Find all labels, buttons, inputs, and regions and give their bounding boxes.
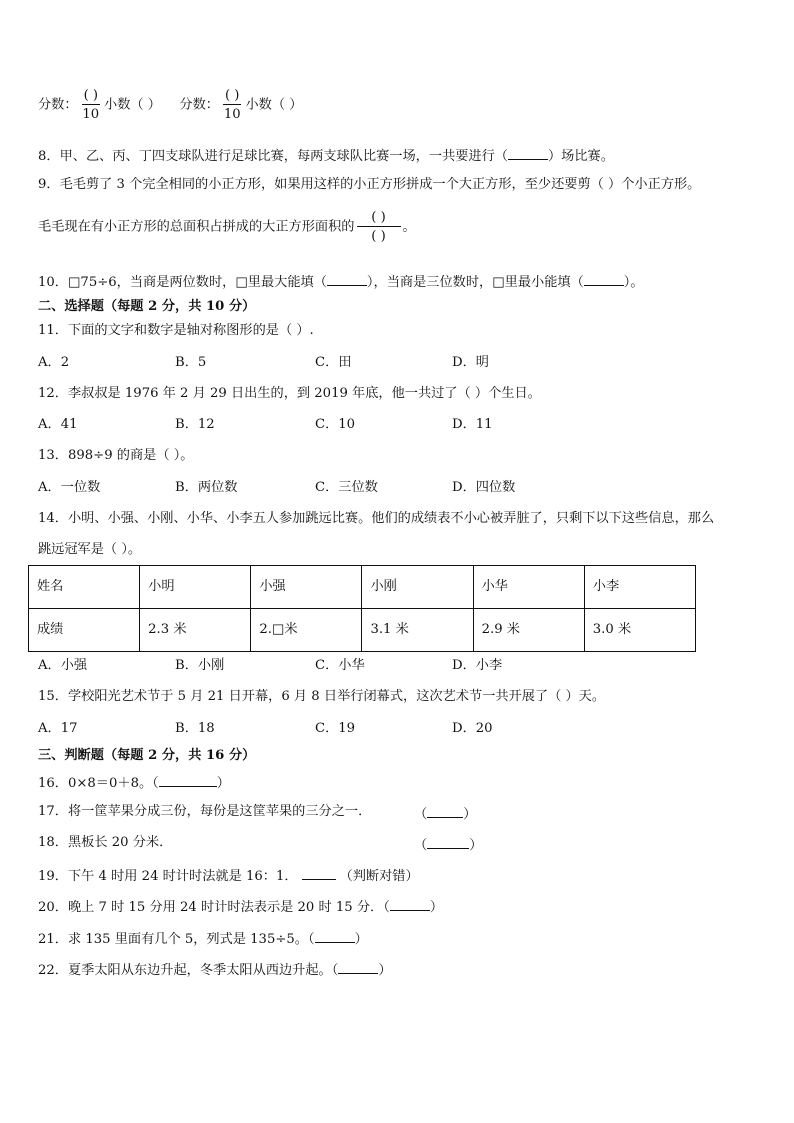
q15-option-d[interactable]: D．20 — [452, 721, 493, 736]
q9-answer-fraction[interactable] — [357, 211, 401, 243]
q10-line — [38, 273, 644, 289]
q14-option-a[interactable]: A．小强 — [38, 658, 88, 673]
q9-fraction-denominator: ( ) — [371, 229, 386, 245]
q7-fraction-label-2: 分数： — [179, 97, 219, 113]
q8-line — [38, 147, 614, 163]
q20-line — [38, 898, 443, 914]
q13-stem: 13．898÷9 的商是（ ）。 — [38, 448, 194, 463]
q10-part-2: ），当商是三位数时，□里最小能填（ — [366, 275, 584, 290]
q12-option-c[interactable]: C．10 — [315, 417, 356, 432]
q18-answer-blank[interactable] — [427, 836, 469, 849]
table-cell-header-name: 姓名 — [29, 566, 140, 609]
q10-part-3: ）。 — [623, 275, 644, 290]
q8-text-end: ）场比赛。 — [547, 149, 614, 164]
table-cell-header-xiaohua: 小华 — [473, 566, 584, 609]
q17-line — [38, 805, 371, 818]
table-cell-header-xiaoqiang: 小强 — [251, 566, 362, 609]
q13-option-b[interactable]: B．两位数 — [175, 480, 238, 495]
q11-option-b[interactable]: B．5 — [175, 355, 207, 370]
q16-answer-blank[interactable] — [159, 774, 217, 787]
q14-score-table — [28, 565, 696, 652]
q18-paren-open: （ — [414, 838, 428, 853]
q22-end: ） — [378, 963, 392, 978]
q17-answer — [414, 805, 476, 821]
q14-option-b[interactable]: B．小刚 — [175, 658, 225, 673]
q16-line — [38, 774, 230, 790]
q17-paren-open: （ — [414, 807, 428, 822]
q15-option-b[interactable]: B．18 — [175, 721, 215, 736]
q20-text: 20．晚上 7 时 15 分用 24 时计时法表示是 20 时 15 分．（ — [38, 900, 390, 915]
q8-text: 8．甲、乙、丙、丁四支球队进行足球比赛，每两支球队比赛一场，一共要进行（ — [38, 149, 508, 164]
q18-line — [38, 836, 172, 849]
table-cell-header-xiaogang: 小刚 — [362, 566, 473, 609]
q10-answer-blank-1[interactable] — [327, 273, 367, 286]
q19-answer-blank[interactable] — [302, 867, 336, 880]
q18-text: 18．黑板长 20 分米． — [38, 835, 173, 850]
q14-option-d[interactable]: D．小李 — [452, 658, 503, 673]
q18-paren-close: ） — [469, 838, 483, 853]
table-row — [29, 609, 696, 652]
q20-answer-blank[interactable] — [390, 898, 430, 911]
q15-option-c[interactable]: C．19 — [315, 721, 356, 736]
q11-option-c[interactable]: C．田 — [315, 355, 352, 370]
q7-fraction-1-denominator: 10 — [82, 107, 100, 123]
q16-text: 16．0×8＝0＋8。（ — [38, 776, 159, 791]
q17-text: 17．将一筐苹果分成三份，每份是这筐苹果的三分之一． — [38, 804, 372, 819]
section-3-heading: 三、判断题（每题 2 分，共 16 分） — [38, 748, 256, 763]
table-cell-score-label: 成绩 — [29, 609, 140, 652]
q7-fraction-2-denominator: 10 — [223, 107, 241, 123]
q21-line — [38, 930, 368, 946]
q21-answer-blank[interactable] — [315, 930, 355, 943]
q10-part-1: 10．□75÷6，当商是两位数时，□里最大能填（ — [38, 275, 327, 290]
table-cell-header-xiaoming: 小明 — [140, 566, 251, 609]
q15-stem: 15．学校阳光艺术节于 5 月 21 日开幕，6 月 8 日举行闭幕式，这次艺术节一共开展了（ ）天。 — [38, 689, 606, 704]
q7-line — [38, 89, 302, 121]
q13-option-c[interactable]: C．三位数 — [315, 480, 378, 495]
q12-option-d[interactable]: D．11 — [452, 417, 493, 432]
q22-answer-blank[interactable] — [338, 961, 378, 974]
q14-stem-line-1: 14．小明、小强、小刚、小华、小李五人参加跳远比赛。他们的成绩表不小心被弄脏了，只剩下以下这些信息，那么 — [38, 511, 715, 526]
q9-line-2-end: 。 — [402, 219, 416, 235]
q7-fraction-label-1: 分数： — [38, 97, 78, 113]
q17-paren-close: ） — [463, 807, 477, 822]
table-cell-score-xiaoli: 3.0 米 — [584, 609, 695, 652]
q18-answer — [414, 836, 482, 852]
q9-line-1: 9．毛毛剪了 3 个完全相同的小正方形，如果用这样的小正方形拼成一个大正方形，至少还要剪（ ）个小正方形。 — [38, 177, 701, 192]
q7-fraction-1-numerator: ( ) — [82, 89, 100, 105]
q7-fraction-1 — [82, 89, 100, 121]
q11-option-a[interactable]: A．2 — [38, 355, 70, 370]
q22-text: 22．夏季太阳从东边升起，冬季太阳从西边升起。（ — [38, 963, 339, 978]
q21-end: ） — [354, 932, 368, 947]
q13-option-d[interactable]: D．四位数 — [452, 480, 516, 495]
q11-stem: 11．下面的文字和数字是轴对称图形的是（ ）. — [38, 323, 314, 338]
table-cell-score-xiaoqiang: 2.□米 — [251, 609, 362, 652]
table-cell-score-xiaoming: 2.3 米 — [140, 609, 251, 652]
q7-fraction-2-numerator: ( ) — [223, 89, 241, 105]
q7-fraction-2 — [223, 89, 241, 121]
q10-answer-blank-2[interactable] — [584, 273, 624, 286]
q7-decimal-label-1: 小数（ ） — [104, 97, 161, 113]
table-row — [29, 566, 696, 609]
q16-end: ） — [216, 776, 230, 791]
q12-option-b[interactable]: B．12 — [175, 417, 215, 432]
q9-line-2-text: 毛毛现在有小正方形的总面积占拼成的大正方形面积的 — [38, 219, 355, 235]
q9-line-2 — [38, 211, 416, 243]
q19-end: （判断对错） — [339, 869, 419, 884]
q22-line — [38, 961, 392, 977]
q11-option-d[interactable]: D．明 — [452, 355, 489, 370]
q20-end: ） — [429, 900, 443, 915]
q14-stem-line-2: 跳远冠军是（ ）。 — [38, 542, 142, 557]
q17-answer-blank[interactable] — [427, 805, 463, 818]
q12-option-a[interactable]: A．41 — [38, 417, 78, 432]
q21-text: 21．求 135 里面有几个 5，列式是 135÷5。（ — [38, 932, 315, 947]
q14-option-c[interactable]: C．小华 — [315, 658, 365, 673]
table-cell-score-xiaohua: 2.9 米 — [473, 609, 584, 652]
q8-answer-blank[interactable] — [508, 147, 548, 160]
q13-option-a[interactable]: A．一位数 — [38, 480, 101, 495]
q19-text: 19．下午 4 时用 24 时计时法就是 16：1． — [38, 869, 298, 884]
table-cell-header-xiaoli: 小李 — [584, 566, 695, 609]
q19-line — [38, 867, 419, 883]
q9-fraction-numerator: ( ) — [357, 211, 401, 227]
q7-decimal-label-2: 小数（ ） — [245, 97, 303, 113]
table-cell-score-xiaogang: 3.1 米 — [362, 609, 473, 652]
q12-stem: 12．李叔叔是 1976 年 2 月 29 日出生的，到 2019 年底，他一共过了（ ）个生日。 — [38, 386, 541, 401]
section-2-heading: 二、选择题（每题 2 分，共 10 分） — [38, 299, 256, 314]
q15-option-a[interactable]: A．17 — [38, 721, 78, 736]
